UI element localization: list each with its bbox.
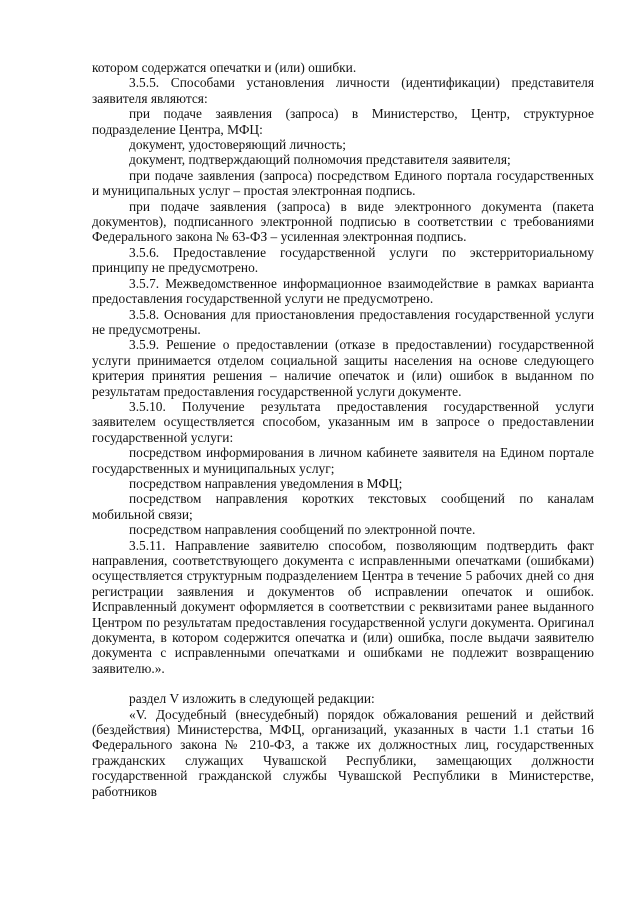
paragraph-method-mfc: посредством направления уведомления в МФЦ; (129, 475, 403, 491)
paragraph-section-v-title: «V. Досудебный (внесудебный) порядок обжалования решений и действий (бездействия) Министерства, МФЦ, организаций, указанных в части 1.1 статьи 16 Федерального закона № 210-ФЗ, а также их должностных лиц, государственных гражданских служащих Чувашской Республики, замещающих должности государственной гражданской службы Чувашской Республики в Министерстве, работников (92, 706, 594, 799)
paragraph-3-5-9: 3.5.9. Решение о предоставлении (отказе в предоставлении) государственной услуги принимается отделом социальной защиты населения на основе следующего критерия принятия решения – наличие опечаток и (или) ошибок в выданном по результатам предоставления государственной услуги документе. (92, 337, 594, 399)
paragraph-3-5-6: 3.5.6. Предоставление государственной услуги по экстерриториальному принципу не предусмотрено. (92, 244, 594, 276)
paragraph-method-sms: посредством направления коротких текстовых сообщений по каналам мобильной связи; (92, 491, 594, 522)
paragraph-3-5-5: 3.5.5. Способами установления личности (идентификации) представителя заявителя являются: (92, 75, 594, 106)
paragraph-portal-signature: при подаче заявления (запроса) посредством Единого портала государственных и муниципальных услуг – простая электронная подпись. (92, 167, 594, 199)
paragraph-submission-ministry: при подаче заявления (запроса) в Министерство, Центр, структурное подразделение Центра, МФЦ: (92, 106, 594, 137)
paragraph-3-5-8: 3.5.8. Основания для приостановления предоставления государственной услуги не предусмотрены. (92, 306, 594, 337)
paragraph-continuation: котором содержатся опечатки и (или) ошибки. (92, 60, 357, 75)
paragraph-electronic-signature: при подаче заявления (запроса) в виде электронного документа (пакета документов), подписанного электронной подписью в соответствии с требованиями Федерального закона № 63-ФЗ – усиленная электронная подпись. (92, 198, 594, 245)
paragraph-3-5-10: 3.5.10. Получение результата предоставления государственной услуги заявителем осуществляется способом, указанным им в запросе о предоставлении государственной услуги: (92, 398, 594, 445)
paragraph-3-5-11: 3.5.11. Направление заявителю способом, позволяющим подтвердить факт направления, соответствующего документа с исправленными опечатками (ошибками) осуществляется структурным подразделением Центра в течение 5 рабочих дней со дня регистрации заявления и документов об исправлении опечаток и ошибок. Исправленный документ оформляется в соответствии с реквизитами ранее выданного Центром по результатам предоставления государственной услуги документа. Оригинал документа, в котором содержится опечатка и (или) ошибка, после выдачи заявителю документа с исправленными опечатками и ошибками не подлежит возвращению заявителю.». (92, 537, 594, 676)
paragraph-authority-document: документ, подтверждающий полномочия представителя заявителя; (129, 152, 511, 168)
paragraph-method-cabinet: посредством информирования в личном кабинете заявителя на Едином портале государственных и муниципальных услуг; (92, 445, 594, 476)
paragraph-identity-document: документ, удостоверяющий личность; (129, 137, 346, 153)
paragraph-section-v-intro: раздел V изложить в следующей редакции: (129, 691, 375, 707)
paragraph-method-email: посредством направления сообщений по электронной почте. (129, 522, 476, 538)
paragraph-3-5-7: 3.5.7. Межведомственное информационное взаимодействие в рамках варианта предоставления государственной услуги не предусмотрено. (92, 275, 594, 307)
document-page (92, 60, 594, 799)
paragraph-spacer (92, 676, 594, 691)
